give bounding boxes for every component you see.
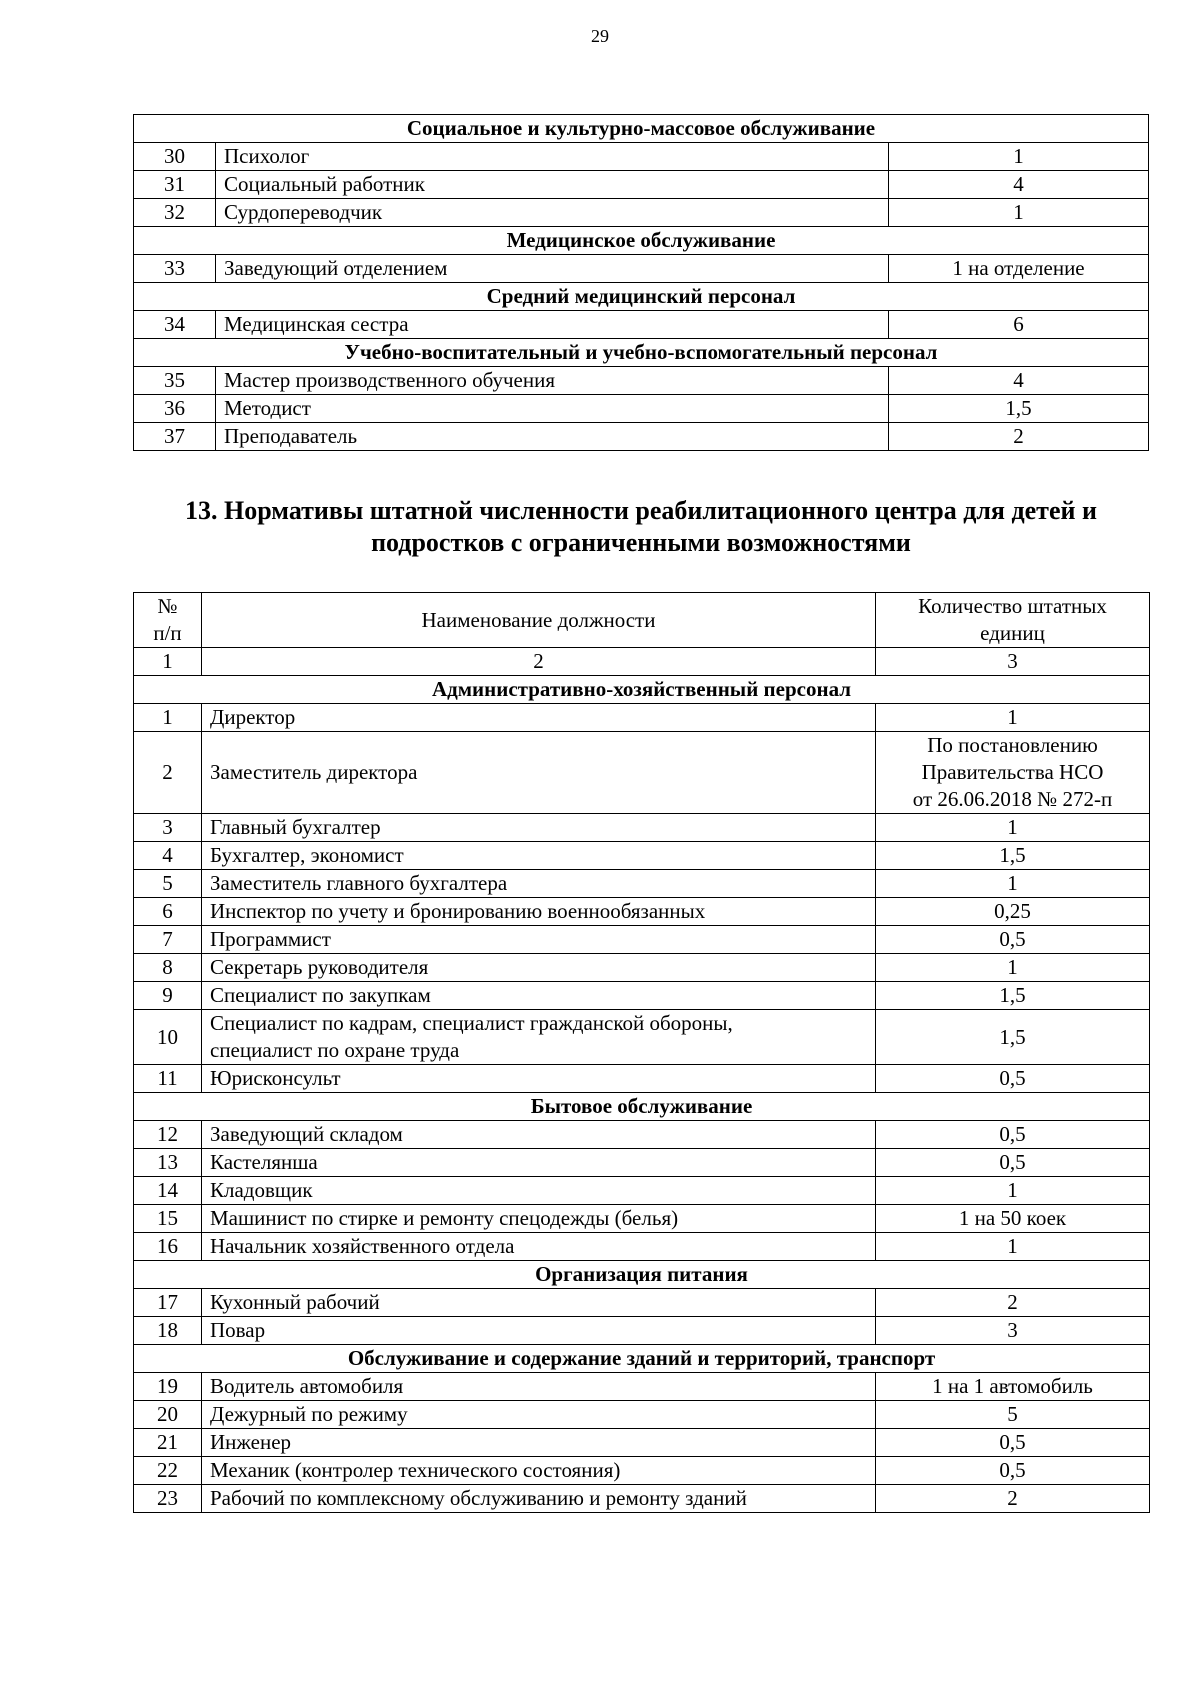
column-number: 1	[134, 648, 202, 676]
row-number: 34	[134, 311, 216, 339]
row-number: 7	[134, 926, 202, 954]
position-name: Дежурный по режиму	[202, 1401, 876, 1429]
position-name: Водитель автомобиля	[202, 1373, 876, 1401]
table-row	[134, 814, 1150, 842]
staff-count: 0,5	[876, 1429, 1150, 1457]
column-number-row	[134, 648, 1150, 676]
row-number: 11	[134, 1065, 202, 1093]
position-name: Заведующий отделением	[216, 255, 889, 283]
header-count-line: единиц	[980, 621, 1045, 645]
row-number: 17	[134, 1289, 202, 1317]
table-row	[134, 367, 1149, 395]
staff-count: 0,5	[876, 926, 1150, 954]
section-title: Обслуживание и содержание зданий и территорий, транспорт	[134, 1345, 1150, 1373]
position-name: Преподаватель	[216, 423, 889, 451]
staff-count: 1	[876, 704, 1150, 732]
table-row	[134, 926, 1150, 954]
staff-count: 1 на отделение	[889, 255, 1149, 283]
position-name: Повар	[202, 1317, 876, 1345]
position-name: Методист	[216, 395, 889, 423]
staff-count: 1	[876, 1177, 1150, 1205]
section-row	[134, 1261, 1150, 1289]
table-row	[134, 1429, 1150, 1457]
position-name: Специалист по закупкам	[202, 982, 876, 1010]
section-row	[134, 115, 1149, 143]
section-row	[134, 227, 1149, 255]
row-number: 6	[134, 898, 202, 926]
staff-count: 0,5	[876, 1121, 1150, 1149]
position-name: Механик (контролер технического состояния)	[202, 1457, 876, 1485]
position-name-line: Специалист по кадрам, специалист гражданской обороны,	[210, 1011, 733, 1035]
row-number: 30	[134, 143, 216, 171]
staff-count: 1	[889, 199, 1149, 227]
section-title: Учебно-воспитательный и учебно-вспомогательный персонал	[134, 339, 1149, 367]
staff-count: 0,5	[876, 1457, 1150, 1485]
column-number: 3	[876, 648, 1150, 676]
staff-count: 1,5	[889, 395, 1149, 423]
position-name-line: специалист по охране труда	[210, 1038, 460, 1062]
section-row	[134, 676, 1150, 704]
row-number: 14	[134, 1177, 202, 1205]
row-number: 31	[134, 171, 216, 199]
row-number: 5	[134, 870, 202, 898]
table-row	[134, 1121, 1150, 1149]
header-position: Наименование должности	[202, 593, 876, 648]
table-row	[134, 171, 1149, 199]
row-number: 36	[134, 395, 216, 423]
position-name: Начальник хозяйственного отдела	[202, 1233, 876, 1261]
staff-count: 1	[876, 870, 1150, 898]
table-row	[134, 870, 1150, 898]
section-row	[134, 339, 1149, 367]
section-title: Социальное и культурно-массовое обслуживание	[134, 115, 1149, 143]
table-row	[134, 1457, 1150, 1485]
section-row	[134, 1345, 1150, 1373]
staff-count: 4	[889, 367, 1149, 395]
table-row	[134, 395, 1149, 423]
section-title: Средний медицинский персонал	[134, 283, 1149, 311]
row-number: 23	[134, 1485, 202, 1513]
staff-count: 1	[876, 954, 1150, 982]
position-name: Директор	[202, 704, 876, 732]
row-number: 10	[134, 1010, 202, 1065]
position-name: Заместитель главного бухгалтера	[202, 870, 876, 898]
column-number: 2	[202, 648, 876, 676]
section-heading-line: 13. Нормативы штатной численности реабилитационного центра для детей и	[185, 496, 1097, 525]
row-number: 16	[134, 1233, 202, 1261]
row-number: 8	[134, 954, 202, 982]
row-number: 13	[134, 1149, 202, 1177]
row-number: 22	[134, 1457, 202, 1485]
position-name: Машинист по стирке и ремонту спецодежды (белья)	[202, 1205, 876, 1233]
staff-table-continuation	[133, 114, 1149, 451]
position-name	[202, 1010, 876, 1065]
position-name: Кладовщик	[202, 1177, 876, 1205]
header-count-line: Количество штатных	[918, 594, 1107, 618]
staff-count-line: По постановлению	[927, 733, 1098, 757]
table-row	[134, 954, 1150, 982]
section-heading-line: подростков с ограниченными возможностями	[371, 528, 911, 557]
staff-count: 1 на 50 коек	[876, 1205, 1150, 1233]
table-row	[134, 1010, 1150, 1065]
section-row	[134, 283, 1149, 311]
table-header-row	[134, 593, 1150, 648]
staff-count: 4	[889, 171, 1149, 199]
page-number: 29	[591, 26, 609, 46]
row-number: 19	[134, 1373, 202, 1401]
staff-count: 0,5	[876, 1149, 1150, 1177]
staff-count: 6	[889, 311, 1149, 339]
row-number: 18	[134, 1317, 202, 1345]
table-row	[134, 982, 1150, 1010]
table-row	[134, 1485, 1150, 1513]
row-number: 9	[134, 982, 202, 1010]
position-name: Заведующий складом	[202, 1121, 876, 1149]
table-row	[134, 199, 1149, 227]
position-name: Медицинская сестра	[216, 311, 889, 339]
header-number-line: п/п	[153, 621, 182, 645]
position-name: Мастер производственного обучения	[216, 367, 889, 395]
row-number: 15	[134, 1205, 202, 1233]
table-row	[134, 898, 1150, 926]
row-number: 1	[134, 704, 202, 732]
position-name: Социальный работник	[216, 171, 889, 199]
section-title: Организация питания	[134, 1261, 1150, 1289]
staff-count-line: от 26.06.2018 № 272-п	[912, 787, 1113, 811]
row-number: 21	[134, 1429, 202, 1457]
section-title: Бытовое обслуживание	[134, 1093, 1150, 1121]
row-number: 2	[134, 732, 202, 814]
staff-count: 1,5	[876, 982, 1150, 1010]
staff-count: 1,5	[876, 842, 1150, 870]
table-row	[134, 842, 1150, 870]
row-number: 32	[134, 199, 216, 227]
table-row	[134, 255, 1149, 283]
table-row	[134, 1177, 1150, 1205]
row-number: 20	[134, 1401, 202, 1429]
table-row	[134, 1065, 1150, 1093]
header-count	[876, 593, 1150, 648]
table-row	[134, 1373, 1150, 1401]
staff-count: 3	[876, 1317, 1150, 1345]
table-row	[134, 311, 1149, 339]
staff-count: 2	[889, 423, 1149, 451]
table-row	[134, 143, 1149, 171]
position-name: Сурдопереводчик	[216, 199, 889, 227]
table-row	[134, 423, 1149, 451]
position-name: Секретарь руководителя	[202, 954, 876, 982]
section-heading	[133, 495, 1149, 559]
staff-count: 0,25	[876, 898, 1150, 926]
position-name: Юрисконсульт	[202, 1065, 876, 1093]
table-row	[134, 1205, 1150, 1233]
table-row	[134, 1149, 1150, 1177]
staff-count: 2	[876, 1289, 1150, 1317]
row-number: 35	[134, 367, 216, 395]
staff-count-line: Правительства НСО	[921, 760, 1104, 784]
row-number: 33	[134, 255, 216, 283]
position-name: Главный бухгалтер	[202, 814, 876, 842]
staff-count: 5	[876, 1401, 1150, 1429]
position-name: Бухгалтер, экономист	[202, 842, 876, 870]
row-number: 37	[134, 423, 216, 451]
staff-table	[133, 592, 1150, 1513]
staff-count: 1,5	[876, 1010, 1150, 1065]
section-title: Медицинское обслуживание	[134, 227, 1149, 255]
staff-count: 1	[889, 143, 1149, 171]
table-row	[134, 732, 1150, 814]
staff-count: 1 на 1 автомобиль	[876, 1373, 1150, 1401]
staff-count: 1	[876, 814, 1150, 842]
table-row	[134, 1401, 1150, 1429]
position-name: Кастелянша	[202, 1149, 876, 1177]
row-number: 3	[134, 814, 202, 842]
position-name: Кухонный рабочий	[202, 1289, 876, 1317]
staff-count: 1	[876, 1233, 1150, 1261]
table-row	[134, 1233, 1150, 1261]
table-row	[134, 704, 1150, 732]
row-number: 4	[134, 842, 202, 870]
staff-count: 0,5	[876, 1065, 1150, 1093]
staff-count	[876, 732, 1150, 814]
table-row	[134, 1317, 1150, 1345]
position-name: Инженер	[202, 1429, 876, 1457]
position-name: Рабочий по комплексному обслуживанию и ремонту зданий	[202, 1485, 876, 1513]
header-number-line: №	[157, 594, 178, 618]
table-row	[134, 1289, 1150, 1317]
section-title: Административно-хозяйственный персонал	[134, 676, 1150, 704]
position-name: Программист	[202, 926, 876, 954]
row-number: 12	[134, 1121, 202, 1149]
staff-count: 2	[876, 1485, 1150, 1513]
section-row	[134, 1093, 1150, 1121]
position-name: Заместитель директора	[202, 732, 876, 814]
position-name: Инспектор по учету и бронированию военнообязанных	[202, 898, 876, 926]
position-name: Психолог	[216, 143, 889, 171]
header-number	[134, 593, 202, 648]
